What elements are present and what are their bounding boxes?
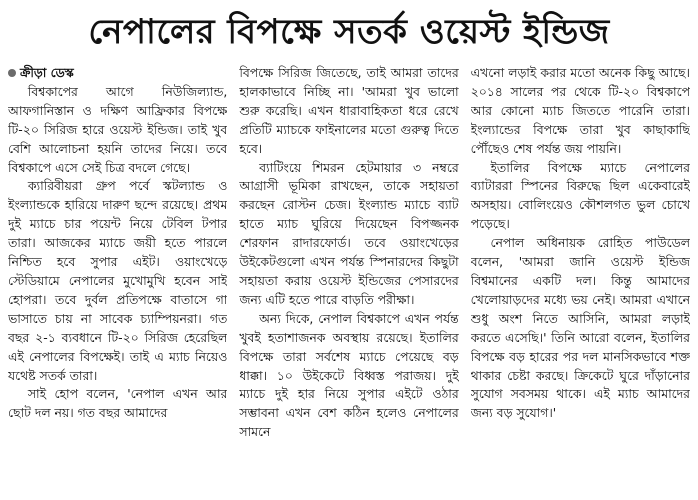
paragraph: এখনো লড়াই করার মতো অনেক কিছু আছে। ২০১৪ সালের পর থেকে টি-২০ বিশ্বকাপে আর কোনো ম্যাচ জিততে পারেনি তারা। ইংল্যান্ডের বিপক্ষে তারা খুব কাছাকাছি পৌঁছেও শেষ পর্যন্ত জয় পায়নি। <box>470 65 690 156</box>
paragraph: সাই হোপ বলেন, 'নেপাল এখন আর ছোট দল নয়। গত বছর আমাদের <box>8 386 228 421</box>
column-1 <box>8 64 227 488</box>
paragraph: অন্য দিকে, নেপাল বিশ্বকাপে এখন পর্যন্ত খুবই হতাশাজনক অবস্থায় রয়েছে। ইতালির বিপক্ষে তারা সর্বশেষ ম্যাচে পেয়েছে বড় ধাক্কা। ১০ উইকেটে বিধ্বস্ত পরাজয়। দুই ম্যাচে দুই হার নিয়ে সুপার এইটে ওঠার সম্ভাবনা এখন বেশ কঠিন হলেও নেপালের সামনে <box>239 310 459 440</box>
byline <box>8 64 227 83</box>
bullet-icon <box>8 69 16 77</box>
byline-text: ক্রীড়া ডেস্ক <box>20 65 74 80</box>
column-2 <box>239 64 458 488</box>
article-columns <box>8 64 690 488</box>
paragraph: ইতালির বিপক্ষে ম্যাচে নেপালের ব্যাটাররা স্পিনের বিরুদ্ধে ছিল একেবারেই অসহায়। বোলিংয়েও কৌশলগত ভুল চোখে পড়েছে। <box>470 159 690 232</box>
paragraph: বিশ্বকাপের আগে নিউজিল্যান্ড, আফগানিস্তান ও দক্ষিণ আফ্রিকার বিপক্ষে টি-২০ সিরিজ হারে ওয়েস্ট ইন্ডিজ। তাই খুব বেশি আলোচনা হয়নি তাদের নিয়ে। তবে বিশ্বকাপে এসে সেই চিত্র বদলে গেছে। <box>8 83 228 175</box>
paragraph: নেপাল অধিনায়ক রোহিত পাউডেল বলেন, 'আমরা জানি ওয়েস্ট ইন্ডিজ বিশ্বমানের একটি দল। কিন্তু আমাদের খেলোয়াড়দের মধ্যে ভয় নেই। আমরা এখানে শুধু অংশ নিতে আসিনি, আমরা লড়াই করতে এসেছি।' তিনি আরো বলেন, ইতালির বিপক্ষে বড় হারের পর দল মানসিকভাবে শক্ত থাকার চেষ্টা করছে। ক্রিকেটে ঘুরে দাঁড়ানোর সুযোগ সবসময় থাকে। এই ম্যাচ আমাদের জন্য বড় সুযোগ।' <box>470 235 690 421</box>
column-3 <box>471 64 690 488</box>
paragraph: ক্যারিবীয়রা গ্রুপ পর্বে স্কটল্যান্ড ও ইংল্যান্ডকে হারিয়ে দারুণ ছন্দে রয়েছে। প্রথম দুই ম্যাচে চার পয়েন্ট নিয়ে টেবিল টপার তারা। আজকের ম্যাচে জয়ী হতে পারলে নিশ্চিত হবে সুপার এইট। ওয়াংখেড়ে স্টেডিয়ামে নেপালের মুখোমুখি হবেন সাই হোপরা। তবে দুর্বল প্রতিপক্ষে বাতাসে গা ভাসাতে চায় না সাবেক চ্যাম্পিয়নরা। গত বছর ২-১ ব্যবধানে টি-২০ সিরিজ হেরেছিল এই নেপালের বিপক্ষেই। তাই এ ম্যাচ নিয়েও যথেষ্ট সতর্ক তারা। <box>8 178 228 383</box>
paragraph: বিপক্ষে সিরিজ জিতেছে, তাই আমরা তাদের হালকাভাবে নিচ্ছি না। 'আমরা খুব ভালো শুরু করেছি। এখন ধারাবাহিকতা ধরে রেখে প্রতিটি ম্যাচকে ফাইনালের মতো গুরুত্ব দিতে হবে। <box>239 65 459 156</box>
article-headline: নেপালের বিপক্ষে সতর্ক ওয়েস্ট ইন্ডিজ <box>88 12 610 52</box>
paragraph: ব্যাটিংয়ে শিমরন হেটমায়ার ৩ নম্বরে আগ্রাসী ভূমিকা রাখছেন, তাকে সহায়তা করছেন রোস্টন চেজ। ইংল্যান্ড ম্যাচে ব্যাট হাতে ম্যাচ ঘুরিয়ে দিয়েছেন বিপজ্জনক শেরফান রাদারফোর্ড। তবে ওয়াংখেড়ের উইকেটগুলো এখন পর্যন্ত স্পিনারদের কিছুটা সহায়তা করায় ওয়েস্ট ইন্ডিজের পেসারদের জন্য এটি হতে পারে বাড়তি পরীক্ষা। <box>239 159 459 307</box>
